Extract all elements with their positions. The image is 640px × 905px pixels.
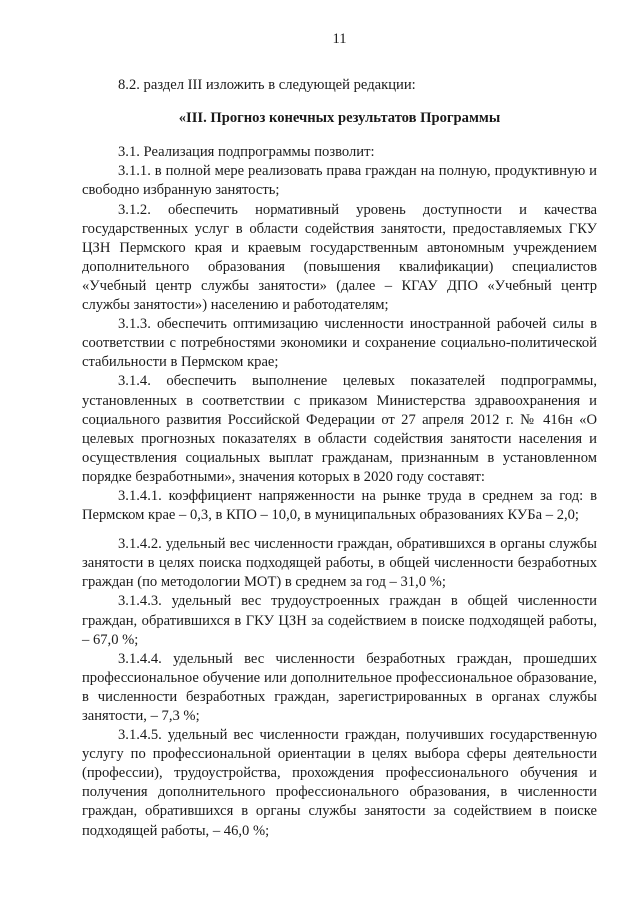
document-page — [82, 30, 597, 841]
paragraph-3-1-4: 3.1.4. обеспечить выполнение целевых показателей подпрограммы, установленных в соответствии с приказом Министерства здравоохранения и социального развития Российской Федерации от 27 апреля 2012 г. № 416н «О целевых прогнозных показателях в области содействия занятости населения и осуществления социальных выплат гражданам, признанным в установленном порядке безработными», значения которых в 2020 году составят: — [82, 373, 597, 485]
paragraph-3-1-4-1: 3.1.4.1. коэффициент напряженности на рынке труда в среднем за год: в Пермском крае – 0,3, в КПО – 10,0, в муниципальных образованиях КУБа – 2,0; — [82, 487, 597, 524]
paragraph-3-1: 3.1. Реализация подпрограммы позволит: — [118, 144, 375, 161]
intro-paragraph: 8.2. раздел III изложить в следующей редакции: — [118, 77, 416, 94]
paragraph-3-1-4-5: 3.1.4.5. удельный вес численности граждан, получивших государственную услугу по профессиональной ориентации в целях выбора сферы деятельности (профессии), трудоустройства, прохождения профессионального обучения и получения дополнительного профессионального образования, в численности граждан, обратившихся в органы службы занятости за содействием в поиске подходящей работы, – 46,0 %; — [82, 727, 597, 839]
paragraph-3-1-4-4: 3.1.4.4. удельный вес численности безработных граждан, прошедших профессиональное обучение или дополнительное профессиональное образование, в численности безработных граждан, зарегистрированных в органах службы занятости, – 7,3 %; — [82, 650, 597, 724]
paragraph-3-1-2: 3.1.2. обеспечить нормативный уровень доступности и качества государственных услуг в области содействия занятости, предоставляемых ГКУ ЦЗН Пермского края и краевым государственным автономным учреждением дополнительного образования (повышения квалификации) специалистов «Учебный центр службы занятости» (далее – КГАУ ДПО «Учебный центр службы занятости») населению и работодателям; — [82, 201, 597, 314]
paragraph-3-1-3: 3.1.3. обеспечить оптимизацию численности иностранной рабочей силы в соответствии с потребностями экономики и сохранение социально-политической стабильности в Пермском крае; — [82, 316, 597, 371]
page-number: 11 — [332, 31, 347, 47]
paragraph-3-1-1: 3.1.1. в полной мере реализовать права граждан на полную, продуктивную и свободно избранную занятость; — [82, 163, 597, 199]
section-heading: «III. Прогноз конечных результатов Программы — [178, 110, 501, 127]
paragraph-3-1-4-2: 3.1.4.2. удельный вес численности граждан, обратившихся в органы службы занятости в целях поиска подходящей работы, в общей численности безработных граждан (по методологии МОТ) в среднем за год – 31,0 %; — [82, 536, 597, 591]
paragraph-3-1-4-3: 3.1.4.3. удельный вес трудоустроенных граждан в общей численности граждан, обратившихся в ГКУ ЦЗН за содействием в поиске подходящей работы, – 67,0 %; — [82, 593, 597, 648]
